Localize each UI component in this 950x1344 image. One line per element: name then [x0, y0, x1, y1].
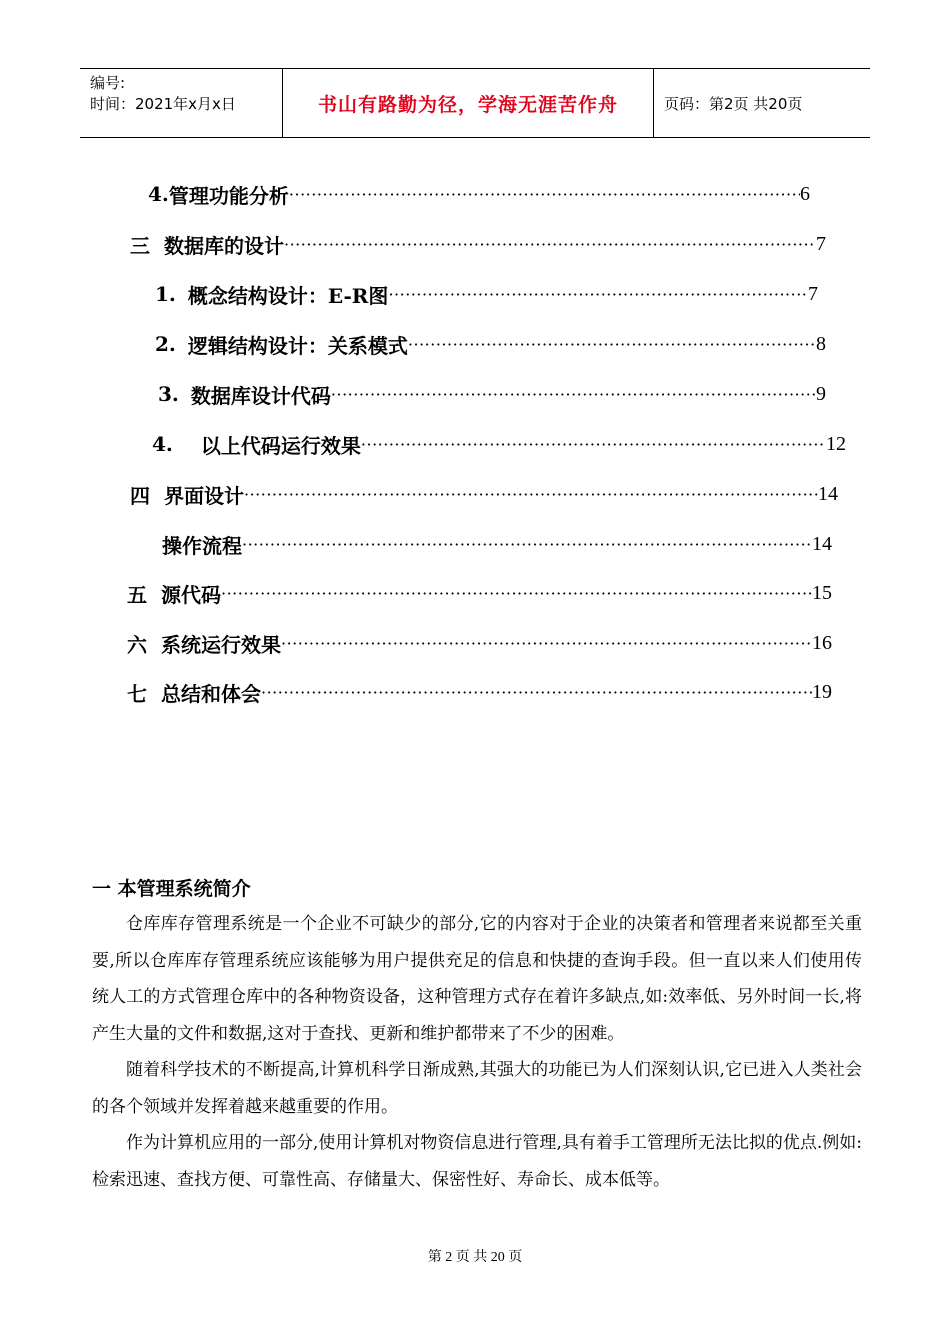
toc-number: 六 — [127, 632, 147, 657]
page-footer: 第 2 页 共 20 页 — [427, 1250, 523, 1265]
toc-number: 1. — [155, 282, 176, 306]
toc-page: 14 — [818, 482, 838, 505]
page-header — [80, 68, 870, 138]
toc-leader — [289, 185, 800, 204]
toc-number: 4. — [148, 182, 169, 206]
toc-page: 14 — [812, 532, 832, 555]
toc-title: 总结和体会 — [161, 681, 261, 706]
paragraph: 仓库库存管理系统是一个企业不可缺少的部分,它的内容对于企业的决策者和管理者来说都至关重要,所以仓库库存管理系统应该能够为用户提供充足的信息和快捷的查询手段。但一直以来人们使用传统人工的方式管理仓库中的各种物资设备，这种管理方式存在着许多缺点,如:效率低、另外时间一长,将产生大量的文件和数据,这对于查找、更新和维护都带来了不少的困难。 — [92, 914, 862, 1044]
header-motto: 书山有路勤为径，学海无涯苦作舟 — [282, 69, 654, 137]
toc-title: 逻辑结构设计：关系模式 — [187, 333, 408, 358]
toc-leader — [361, 435, 826, 454]
toc-entry — [127, 575, 832, 611]
toc-number: 4. — [152, 432, 173, 456]
toc-entry — [130, 226, 826, 262]
toc-leader — [281, 634, 812, 653]
toc-entry — [155, 276, 818, 312]
number-label: 编号: — [90, 74, 126, 92]
toc-leader — [221, 584, 812, 603]
toc-title: 界面设计 — [164, 483, 244, 508]
toc-title: 操作流程 — [162, 533, 242, 558]
section-body — [92, 906, 862, 1198]
time-label: 时间：2021年x月x日 — [90, 95, 236, 113]
toc-title: 数据库设计代码 — [190, 383, 331, 408]
toc-entry — [155, 326, 826, 362]
paragraph: 随着科学技术的不断提高,计算机科学日渐成熟,其强大的功能已为人们深刻认识,它已进入人类社会的各个领域并发挥着越来越重要的作用。 — [92, 1060, 862, 1117]
toc-number: 3. — [158, 382, 179, 406]
toc-title: 管理功能分析 — [168, 183, 289, 208]
toc-page: 15 — [812, 581, 832, 604]
toc-entry — [162, 526, 832, 562]
toc-page: 7 — [808, 282, 818, 305]
header-page-info: 页码：第2页 共20页 — [664, 94, 803, 113]
toc-page: 12 — [826, 432, 846, 455]
toc-page: 16 — [812, 631, 832, 654]
toc-page: 7 — [816, 232, 826, 255]
toc-leader — [244, 485, 818, 504]
toc-leader — [284, 235, 816, 254]
toc-leader — [242, 535, 812, 554]
toc-entry — [158, 376, 826, 412]
toc-title: 概念结构设计：E-R图 — [187, 283, 389, 308]
toc-leader — [331, 385, 816, 404]
toc-number: 五 — [127, 582, 147, 607]
toc-leader — [261, 683, 812, 702]
toc-entry — [127, 625, 832, 661]
toc-number: 三 — [130, 233, 150, 258]
toc-entry — [127, 674, 832, 710]
toc-page: 9 — [816, 382, 826, 405]
toc-page: 19 — [812, 680, 832, 703]
section-heading: 一 本管理系统简介 — [92, 878, 251, 900]
toc-title: 以上代码运行效果 — [200, 433, 361, 458]
toc-number: 七 — [127, 681, 147, 706]
toc-entry — [130, 476, 838, 512]
header-meta — [80, 69, 282, 137]
toc-entry — [152, 426, 846, 462]
toc-leader — [388, 285, 808, 304]
toc-page: 8 — [816, 332, 826, 355]
toc-page: 6 — [800, 182, 810, 205]
toc-title: 数据库的设计 — [164, 233, 284, 258]
toc-number: 2. — [155, 332, 176, 356]
paragraph: 作为计算机应用的一部分,使用计算机对物资信息进行管理,具有着手工管理所无法比拟的优点.例如:检索迅速、查找方便、可靠性高、存储量大、保密性好、寿命长、成本低等。 — [92, 1133, 862, 1190]
toc-title: 系统运行效果 — [161, 632, 281, 657]
toc-number: 四 — [130, 483, 150, 508]
toc-leader — [408, 335, 816, 354]
toc-entry — [148, 176, 810, 212]
toc-title: 源代码 — [161, 582, 221, 607]
